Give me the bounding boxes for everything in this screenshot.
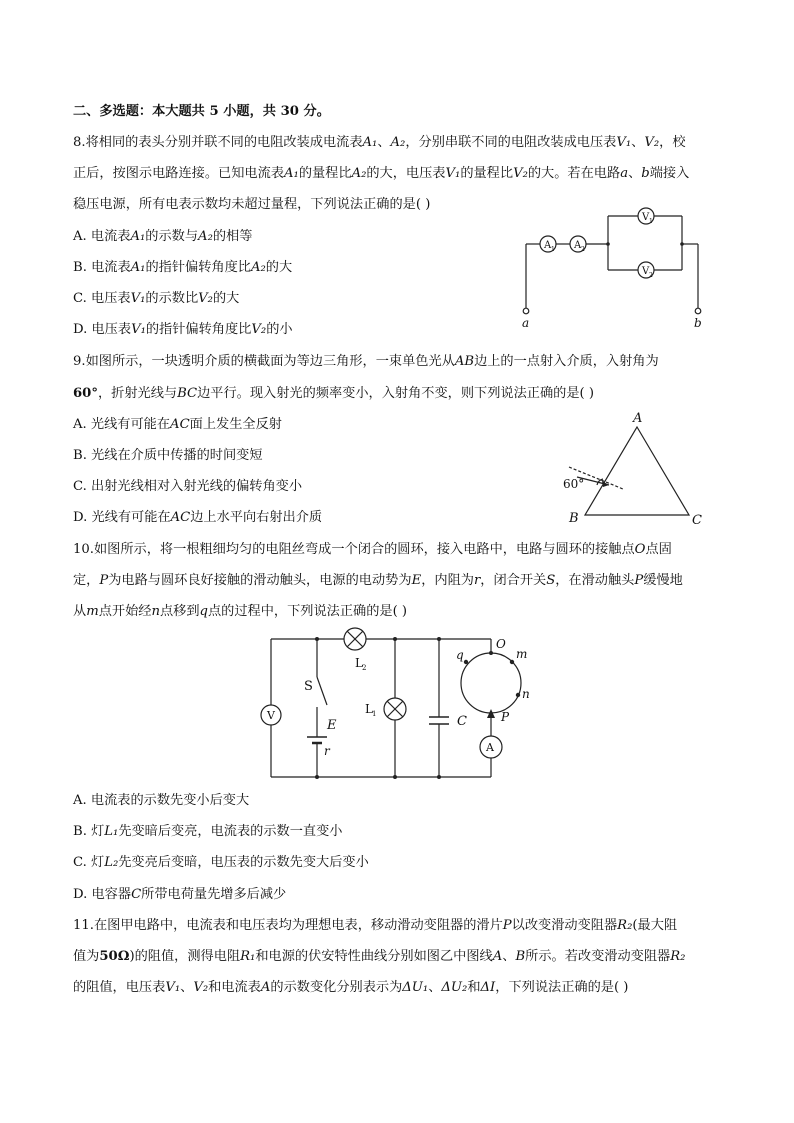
q8-option-d[interactable]: D. 电压表V₁的指针偏转角度比V₂的小: [73, 322, 293, 337]
q8-circuit-figure: [510, 200, 720, 330]
q9-line-2: 60°，折射光线与BC边平行。现入射光的频率变小，入射角不变，则下列说法正确的是( ): [73, 386, 595, 401]
voltmeter-v-label: V: [267, 709, 275, 722]
switch-s-label: S: [304, 679, 313, 694]
q10-option-d[interactable]: D. 电容器C所带电荷量先增多后减少: [73, 887, 287, 902]
vertex-b-label: B: [569, 511, 579, 526]
ammeter-a1-sub: 1: [551, 246, 555, 253]
capacitor-c-label: C: [457, 714, 467, 729]
q10-line-1: 10.如图所示，将一根粗细均匀的电阻丝弯成一个闭合的圆环，接入电路中，电路与圆环的接触点O点固: [73, 542, 672, 557]
voltmeter-v2-label: V: [642, 266, 650, 277]
q10-line-3: 从m点开始经n点移到q点的过程中，下列说法正确的是( ): [73, 604, 408, 619]
q9-prism-figure: [555, 405, 715, 530]
q9-option-a[interactable]: A. 光线有可能在AC面上发生全反射: [73, 417, 282, 432]
q8-option-a[interactable]: A. 电流表A₁的示数与A₂的相等: [73, 229, 253, 244]
q9-option-c[interactable]: C. 出射光线相对入射光线的偏转角变小: [73, 479, 303, 494]
lamp-l2-label: L: [355, 656, 363, 670]
incident-angle-label: 60°: [563, 477, 585, 491]
emf-e-label: E: [327, 718, 337, 733]
q10-option-b[interactable]: B. 灯L₁先变暗后变亮，电流表的示数一直变小: [73, 824, 343, 839]
lamp-l1-label: L: [365, 702, 373, 716]
q11-line-2: 值为50Ω)的阻值，测得电阻R₁和电源的伏安特性曲线分别如图乙中图线A、B所示。若改变滑动变阻器R₂: [73, 949, 686, 964]
q8-line-1: 8.将相同的表头分别并联不同的电阻改装成电流表A₁、A₂，分别串联不同的电阻改装成电压表V₁、V₂，校: [73, 135, 686, 150]
terminal-a-label: a: [522, 316, 530, 330]
slider-p-label: P: [501, 710, 510, 724]
q9-line-1: 9.如图所示，一块透明介质的横截面为等边三角形，一束单色光从AB边上的一点射入介质，入射角为: [73, 354, 659, 369]
section-title-text: 二、多选题：本大题共 5 小题，共 30 分。: [73, 104, 330, 119]
vertex-c-label: C: [692, 513, 702, 528]
terminal-b-label: b: [694, 316, 702, 330]
q10-line-2: 定，P为电路与圆环良好接触的滑动触头，电源的电动势为E，内阻为r，闭合开关S，在滑动触头P缓慢地: [73, 573, 683, 588]
voltmeter-v1-sub: 1: [649, 218, 653, 225]
ammeter-a-label: A: [486, 741, 494, 754]
q10-circuit-figure: [255, 625, 535, 785]
voltmeter-v2-sub: 2: [649, 272, 653, 279]
q8-option-b[interactable]: B. 电流表A₁的指针偏转角度比A₂的大: [73, 260, 293, 275]
q10-option-a[interactable]: A. 电流表的示数先变小后变大: [73, 793, 250, 808]
lamp-l1-sub: 1: [372, 710, 377, 718]
q8-line-2: 正后，按图示电路连接。已知电流表A₁的量程比A₂的大，电压表V₁的量程比V₂的大。若在电路a、b端接入: [73, 166, 690, 181]
voltmeter-v1-label: V: [642, 212, 650, 223]
vertex-a-label: A: [633, 411, 643, 426]
point-m-label: m: [516, 647, 528, 661]
q11-line-1: 11.在图甲电路中，电流表和电压表均为理想电表，移动滑动变阻器的滑片P以改变滑动变阻器R₂(最大阻: [73, 918, 678, 933]
point-o-label: O: [496, 637, 506, 651]
q9-option-b[interactable]: B. 光线在介质中传播的时间变短: [73, 448, 263, 463]
q8-option-c[interactable]: C. 电压表V₁的示数比V₂的大: [73, 291, 240, 306]
ammeter-a2-label: A: [574, 240, 582, 251]
internal-r-label: r: [324, 744, 330, 758]
ammeter-a2-sub: 2: [581, 246, 585, 253]
q10-option-c[interactable]: C. 灯L₂先变亮后变暗，电压表的示数先变大后变小: [73, 855, 369, 870]
lamp-l2-sub: 2: [362, 664, 367, 672]
q9-option-d[interactable]: D. 光线有可能在AC边上水平向右射出介质: [73, 510, 323, 525]
section-title: [73, 103, 330, 121]
point-q-label: q: [456, 648, 464, 662]
q11-line-3: 的阻值，电压表V₁、V₂和电流表A的示数变化分别表示为ΔU₁、ΔU₂和ΔI，下列说法正确的是( ): [73, 980, 629, 995]
ammeter-a1-label: A: [544, 240, 552, 251]
q8-line-3: 稳压电源，所有电表示数均未超过量程，下列说法正确的是( ): [73, 197, 431, 212]
point-n-label: n: [522, 687, 530, 701]
